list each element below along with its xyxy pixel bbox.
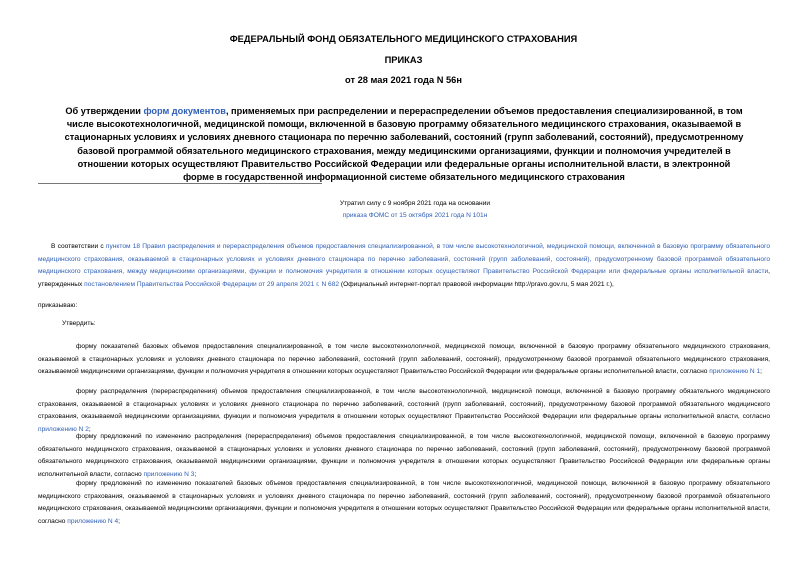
government-decree-link[interactable]: постановлением Правительства Российской Федерации от 29 апреля 2021 г. N 682 <box>84 280 340 288</box>
approve-word <box>38 318 770 331</box>
lost-force-note <box>300 198 530 222</box>
item-end: ; <box>760 368 762 376</box>
item-text: форму распределения (перераспределения) объемов предоставления специализированной, в том числе высокотехнологичной, медицинской помощи, включенной в базовую программу обязательного медицинского страхования, оказываемой в стационарных условиях и условиях дневного стационара по перечню заболеваний, состояний (групп заболеваний, состояний), предусмотренному базовой программой обязательного медицинского страхования, оказываемой медицинскими организациями, функции и полномочия учредителя в отношении которых осуществляют Правительство Российской Федерации или федеральные органы исполнительной власти, согласно <box>38 388 770 421</box>
order-word: приказываю: <box>38 302 78 309</box>
appendix-1-link[interactable]: приложению N 1 <box>709 368 761 376</box>
approve-text: Утвердить: <box>62 320 96 327</box>
title-rest: , применяемых при распределении и перераспределении объемов предоставления специализированной, в том числе высокотехнологичной, медицинской помощи, включенной в базовую программу обязательного медицинского страхования, оказываемой в стационарных условиях и условиях дневного стационара по перечню заболеваний, состояний (групп заболеваний, состояний), предусмотренному базовой программой обязательного медицинского страхования, между медицинскими организациями, функции и полномочия учредителей в отношении которых осуществляют Правительство Российской Федерации или федеральные органы исполнительной власти, в электронной форме в государственной информационной системе обязательного медицинского страхования <box>64 106 744 183</box>
item-text: форму предложений по изменению распределения (перераспределения) объемов предоставления специализированной, в том числе высокотехнологичной, медицинской помощи, включенной в базовую программу обязательного медицинского страхования, оказываемой в стационарных условиях и условиях дневного стационара по перечню заболеваний, состояний (групп заболеваний, состояний), предусмотренному базовой программой обязательного медицинского страхования, оказываемой медицинскими организациями, функции и полномочия учредителя в отношении которых осуществляют Правительство Российской Федерации или федеральные органы исполнительной власти, согласно <box>38 433 770 478</box>
preamble-text-c: (Официальный интернет-портал правовой информации http://pravo.gov.ru, 5 мая 2021 г.), <box>339 280 614 288</box>
appendix-2-link[interactable]: приложению N 2 <box>38 425 89 433</box>
document-type: ПРИКАЗ <box>384 55 423 65</box>
item-text: форму показателей базовых объемов предоставления специализированной, в том числе высокотехнологичной, медицинской помощи, включенной в базовую программу обязательного медицинского страхования, оказываемой в стационарных условиях и условиях дневного стационара по перечню заболеваний, состояний (групп заболеваний, состояний), предусмотренному базовой программой обязательного медицинского страхования, оказываемой медицинскими организациями, функции и полномочия учредителя в отношении которых осуществляют Правительство Российской Федерации или федеральные органы исполнительной власти, согласно <box>38 343 770 376</box>
appendix-3-link[interactable]: приложению N 3 <box>143 470 195 478</box>
divider <box>38 183 322 184</box>
preamble-paragraph <box>38 241 770 291</box>
item-end: ; <box>88 425 91 433</box>
title-forms-link[interactable]: форм документов <box>143 106 226 116</box>
list-item <box>38 478 770 528</box>
title-prefix: Об утверждении <box>65 106 144 116</box>
document-date-number: от 28 мая 2021 года N 56н <box>345 75 462 85</box>
item-text: форму предложений по изменению показателей базовых объемов предоставления специализированной, в том числе высокотехнологичной, медицинской помощи, включенной в базовую программу обязательного медицинского страхования, оказываемой в стационарных условиях и условиях дневного стационара по перечню заболеваний, состояний (групп заболеваний, состояний), предусмотренному базовой программой обязательного медицинского страхования, оказываемой медицинскими организациями, функции и полномочия учредителя в отношении которых осуществляют Правительство Российской Федерации или федеральные органы исполнительной власти, согласно <box>38 480 770 525</box>
list-item <box>38 341 770 379</box>
item-end: ; <box>194 470 197 478</box>
document-title <box>64 105 744 184</box>
preamble-text-b: , утвержденных <box>38 268 770 288</box>
list-item <box>38 431 770 481</box>
rules-item-18-link[interactable]: пунктом 18 Правил распределения и перераспределения объемов предоставления специализированной, в том числе высокотехнологичной, медицинской помощи, включенной в базовую программу обязательного медицинского страхования, оказываемой в стационарных условиях и условиях дневного стационара по перечню заболеваний, состояний (групп заболеваний, состояний), предусмотренному базовой программой обязательного медицинского страхования, между медицинскими организациями, функции и полномочия учредителя в отношении которых осуществляют Правительство Российской Федерации или федеральные органы исполнительной власти <box>38 243 770 276</box>
list-item <box>38 386 770 436</box>
item-end: ; <box>118 517 120 525</box>
organization-heading: ФЕДЕРАЛЬНЫЙ ФОНД ОБЯЗАТЕЛЬНОГО МЕДИЦИНСКОГО СТРАХОВАНИЯ <box>229 34 578 44</box>
preamble-text-a: В соответствии с <box>51 243 106 250</box>
appendix-4-link[interactable]: приложению N 4 <box>67 517 119 525</box>
lost-force-text: Утратил силу с 9 ноября 2021 года на основании <box>339 200 491 207</box>
lost-force-order-link[interactable]: приказа ФОМС от 15 октября 2021 года N 101н <box>342 212 488 219</box>
